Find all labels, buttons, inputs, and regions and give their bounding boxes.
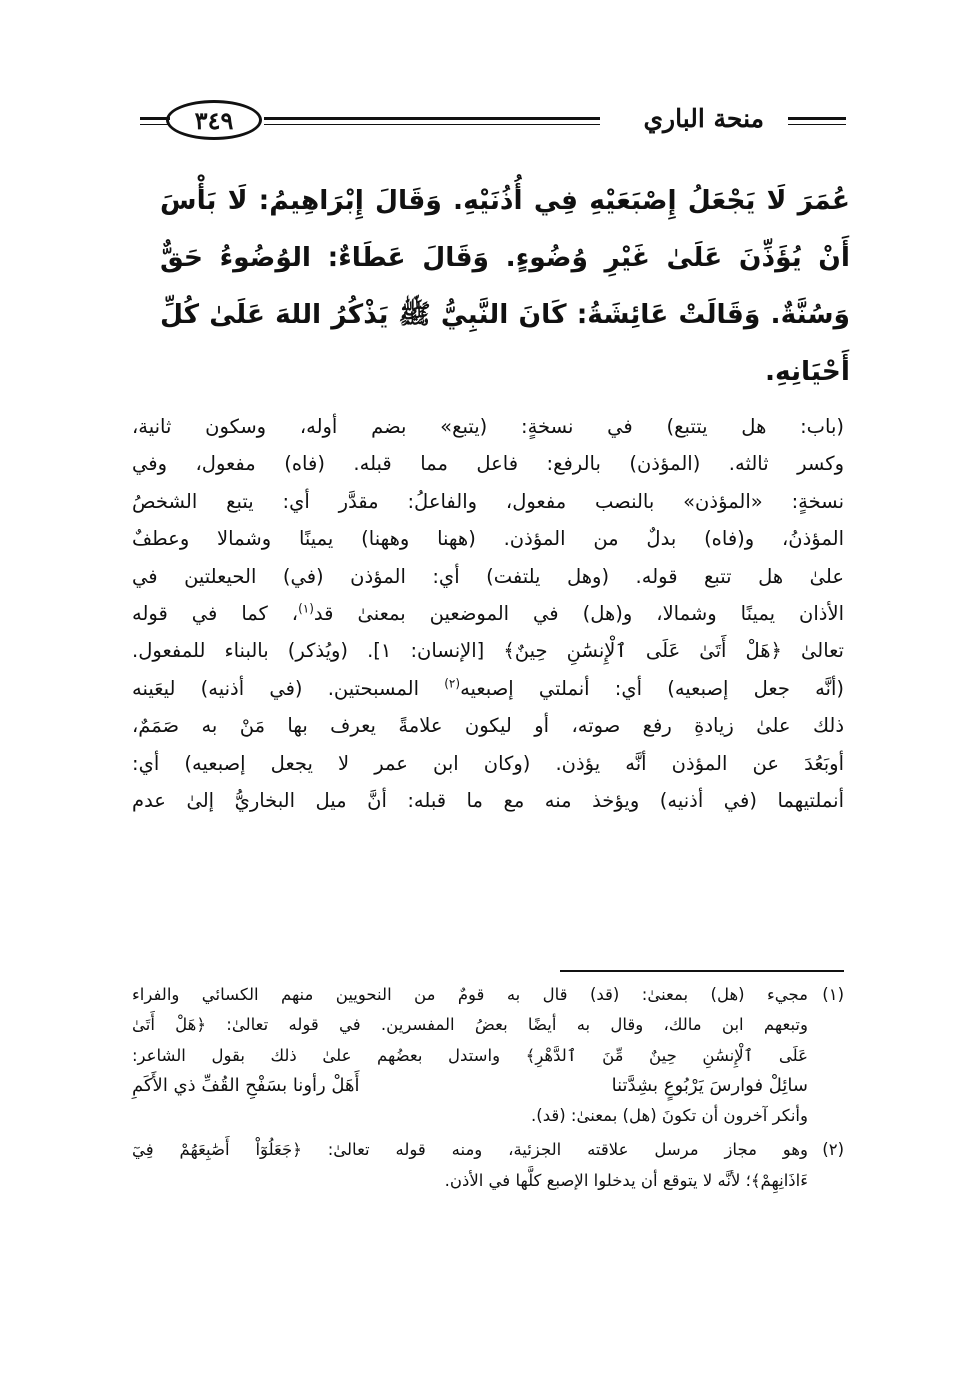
footnote-line: وأنكر آخرون أن تكونَ (هل) بمعنىٰ: (قد).: [531, 1106, 808, 1126]
footnote-number: (١): [822, 985, 844, 1004]
footnote-line: [132, 1135, 844, 1165]
commentary-line: تعالىٰ ﴿هَلْ أَتَىٰ عَلَى ٱلْإِنسَٰنِ حِينٌ﴾ [الإنسان: ١]. (ويُذكر) بالبناء للمفعول.: [132, 639, 844, 663]
verse-second-hemistich: أَهَلْ رأونا بسَفْحِ القُفِّ ذي الأَكَمِ: [132, 1074, 360, 1096]
footnote-2: [132, 1135, 844, 1196]
commentary-line: وكسر ثالثه. (المؤذن) بالرفع: فاعل مما قبله. (فاه) مفعول، وفي: [132, 452, 844, 476]
verse-first-hemistich: سائِلْ فوارسَ يَرْبُوعٍ بشِدَّتنا: [611, 1074, 808, 1096]
commentary-line: أوبَعُدَ عن المؤذن أنَّه يؤذن. (وكان ابن عمر لا يجعل إصبعيه) أي:: [132, 751, 844, 775]
footnote-number: (٢): [822, 1140, 844, 1160]
header-rule-middle-top: [264, 117, 600, 120]
header-rule-left-bottom: [140, 124, 170, 125]
footnote-line: [132, 980, 844, 1010]
commentary-line: علىٰ هل تتبع قوله. (وهل يلتفت) أي: المؤذن (في) الحيعلتين في: [132, 564, 844, 588]
page-header: [140, 96, 846, 146]
footnote-line: عَلَى ٱلْإِنسَٰنِ حِينٌ مِّنَ ٱلدَّهْرِ﴾ واستدل بعضُهم علىٰ ذلك بقول الشاعر:: [132, 1045, 808, 1065]
commentary-line: نسخةٍ: «المؤذن» بالنصب مفعول، والفاعلُ: مقدَّر أي: يتبع الشخصُ: [132, 489, 844, 513]
commentary-segment: الأذان يمينًا وشمالا، و(هل) في الموضعين بمعنىٰ قد: [313, 601, 844, 625]
footnote-text: مجيء (هل) بمعنىٰ: (قد) قال به قومٌ من النحويين منهم الكسائي والفراء: [132, 985, 808, 1004]
commentary-line: المؤذنُ، و(فاه) بدلٌ من المؤذن. (ههنا وههنا) يمينًا وشمالا وعطفٌ: [132, 527, 844, 551]
commentary-line: أنملتيهما (في أذنيه) ويؤخذ منه مع ما قبله: أنَّ ميل البخاريُّ إلىٰ عدم: [132, 788, 844, 812]
header-rule-right-bottom: [788, 124, 846, 125]
footnote-ref-1[interactable]: (١): [298, 601, 314, 616]
hadith-line: أَحْيَانِهِ.: [764, 356, 850, 387]
footnote-line: ءَاذَانِهِمْ﴾؛ لأنَّه لا يتوقع أن يدخلوا الإصبع كلَّها في الأذن.: [444, 1170, 808, 1190]
commentary-segment: (أنَّه جعل إصبعيه) أي: أنملتي إصبعيه: [460, 676, 844, 700]
hadith-line: أَنْ يُؤَذِّنَ عَلَىٰ غَيْرِ وُضُوءٍ. وَقَالَ عَطَاءٌ: الوُضُوءُ حَقٌّ: [160, 242, 850, 273]
hadith-text: [160, 172, 850, 400]
hadith-line: وَسُنَّةٌ. وَقَالَتْ عَائِشَةُ: كَانَ النَّبِيُّ ﷺ يَذْكُرُ اللهَ عَلَىٰ كُلِّ: [160, 299, 850, 330]
commentary-line: (باب: هل يتتبع) في نسخةٍ: (يتبع» بضم أوله، وسكون ثانية،: [132, 415, 844, 438]
footnote-separator: [560, 970, 844, 972]
header-rule-right-top: [788, 117, 846, 120]
header-rule-middle-bottom: [264, 124, 600, 125]
footnote-1: [132, 980, 844, 1131]
footnotes: [132, 980, 844, 1196]
poetry-verse: [132, 1071, 844, 1101]
footnote-ref-2[interactable]: (٢): [444, 676, 461, 691]
commentary-line: [132, 670, 844, 707]
header-rule-left-top: [140, 117, 170, 120]
hadith-line: عُمَرَ لَا يَجْعَلُ إِصْبَعَيْهِ فِي أُذُنَيْهِ. وَقَالَ إِبْرَاهِيمُ: لَا بَأْسَ: [160, 185, 850, 216]
commentary-line: [132, 595, 844, 632]
commentary-segment: ، كما في قوله: [132, 601, 299, 625]
footnote-text: وهو مجاز مرسل علاقته الجزئية، ومنه قوله تعالىٰ: ﴿جَعَلُوٓاْ أَصَٰبِعَهُمْ فِيٓ: [132, 1140, 808, 1160]
commentary-line: ذلك علىٰ زيادةِ رفع صوته، أو ليكون علامةً يعرف بها مَنْ به صَمَمٌ،: [132, 714, 844, 738]
commentary-text: [132, 408, 844, 819]
book-title: منحة الباري: [643, 104, 764, 133]
page-number-badge: [166, 100, 262, 140]
footnote-line: وتبعهم ابن مالك، وقال به أيضًا بعضُ المفسرين. في قوله تعالىٰ: ﴿هَلْ أَتَىٰ: [132, 1015, 808, 1035]
commentary-segment: المسبحتين. (في أذنيه) ليعَينه: [132, 676, 445, 700]
page-number: ٣٤٩: [194, 105, 234, 135]
